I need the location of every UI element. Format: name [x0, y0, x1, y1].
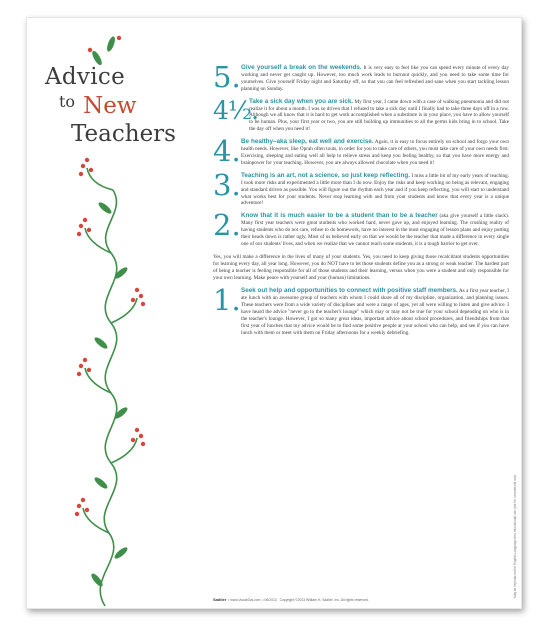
tip-number: 3.: [213, 167, 241, 202]
page-title: [45, 64, 195, 147]
tip-number: 5.: [213, 60, 241, 94]
tip-5: [213, 60, 509, 94]
tip-body: My first year, I came down with a case of walking pneumonia and did not realize it for about a month. I was so driven that I refused to take a sick day until I finally had to take three days off in a row. Although we all know that it is hard to get work accomplished when a substitute is in your place, you have to allow yourself to be human. Plus, your first year or two, you are still building up immunities to all the germs kids bring in to school. Take the day off when you need it!: [249, 98, 509, 133]
tip-number: 1.: [213, 283, 241, 318]
tip-body: I miss a little bit of my early years of teaching. I took more risks and experimented a little more than I do now. Enjoy the risks and keep working on being as relevant, engaging and standard driven as possible. You will figure out the rhythm each year and if you keep reflecting, you will start to understand what works best for your students. Never stop learning with and from your students and know that every year is a unique adventure!: [241, 172, 510, 207]
tip-heading: Seek out help and opportunities to connect with positive staff members.: [241, 287, 458, 295]
tip-4-half: [213, 95, 509, 134]
title-word-to: to: [59, 92, 76, 111]
tip-body: It is very easy to feel like you can spend every minute of every day working and never get caught up. However, too much work leads to burnout quickly, and you need to take some time for yourselves. Give yourself Friday night and Saturday off, so that you can feel refreshed and sane when you start tackling lesson planning on Sunday.: [241, 65, 509, 92]
tip-3: [213, 167, 510, 208]
tip-1: [213, 283, 510, 336]
worksheet-page: [26, 17, 522, 609]
footer-code: 06/2013: [264, 598, 277, 602]
tip-body: (aka give yourself a little slack). Many first year teachers were great students who worked hard, never gave up, and enjoyed learning. The crushing reality of having students who do not care, refuse to do homework, have no interest in the most engaging of lesson plans and enjoy putting their heads down is rather ugly. Most of us believed early on that we would be the teacher that made a difference in every single one of our students' lives, and when we realize that we cannot reach some students, it is a tough barrier to get over.: [241, 213, 509, 247]
publisher-logo: Sadlier: [213, 597, 227, 602]
title-word-new: New: [83, 93, 137, 120]
tip-heading: Teaching is an art, not a science, so just keep reflecting.: [241, 171, 410, 179]
footer-site: www.VocabGal.com: [230, 598, 261, 602]
tip-heading: Take a sick day when you are sick.: [249, 97, 354, 105]
tip-heading: Know that it is much easier to be a student than to be a teacher: [241, 212, 438, 220]
title-line-to-new: [45, 92, 195, 119]
tip-heading: Give yourself a break on the weekends.: [241, 64, 362, 71]
footer-copyright: Copyright ©2013 William H. Sadlier, Inc. All rights reserved.: [279, 598, 369, 602]
continuation-text: Yes, you will make a difference in the lives of many of your students. Yes, you need to keep giving those recalcitrant students opportunities for learning every day, all year long. However, you do NOT have to let those students define you as a strong or weak teacher. The hardest part of being a teacher is feeling responsible for all of those students and their learning, versus when you were a student and only responsible for your own learning. Make peace with yourself and your (human) limitations.: [213, 253, 509, 281]
tip-number: 4½.: [213, 95, 259, 125]
reproduction-note: May be reproduced for English Language Arts educational use (not for commercial use): [513, 474, 517, 598]
tip-2: [213, 208, 509, 248]
title-line-teachers: Teachers: [71, 121, 176, 148]
tip-body: Again, it is easy to focus entirely on school and forgo your own health needs. However, like Oprah often touts, in order for you to take care of others, you must take care of your own needs first. Exercising, sleeping and eating well all help to relieve stress and keep you feeling healthy, so that you have more energy and brainpower for your teaching. However, you are always allowed chocolate when you need it!: [241, 139, 509, 166]
title-line-advice: Advice: [45, 64, 125, 90]
tip-number: 2.: [213, 208, 241, 243]
tip-4: [213, 134, 509, 169]
tip-heading: Be healthy–aka sleep, eat well and exercise.: [241, 138, 374, 146]
advice-list: [213, 60, 510, 343]
tip-number: 4.: [213, 134, 241, 169]
tip-2-continuation: [213, 254, 509, 282]
tip-body: As a first year teacher, I ate lunch with an awesome group of teachers with whom I could share all of my discipline, organization, and planning issues. These teachers were from a wide variety of disciplines and were a range of ages, yet all were willing to listen and give advice. I have heard the advice "never go to the teacher's lounge" which may or may not be true for your school depending on who is in the teacher's lounge. However, I got so many great ideas, important advice about school procedures, and friendships from that first year of lunches that my advice would be to find some positive people at your school who can help, and see if you can have lunch with them or meet with them on Friday afternoons for a weekly debriefing.: [241, 288, 510, 336]
page-footer: Sadlier • www.VocabGal.com • 06/2013 Copyright ©2013 William H. Sadlier, Inc. All rights reserved.: [213, 597, 369, 602]
